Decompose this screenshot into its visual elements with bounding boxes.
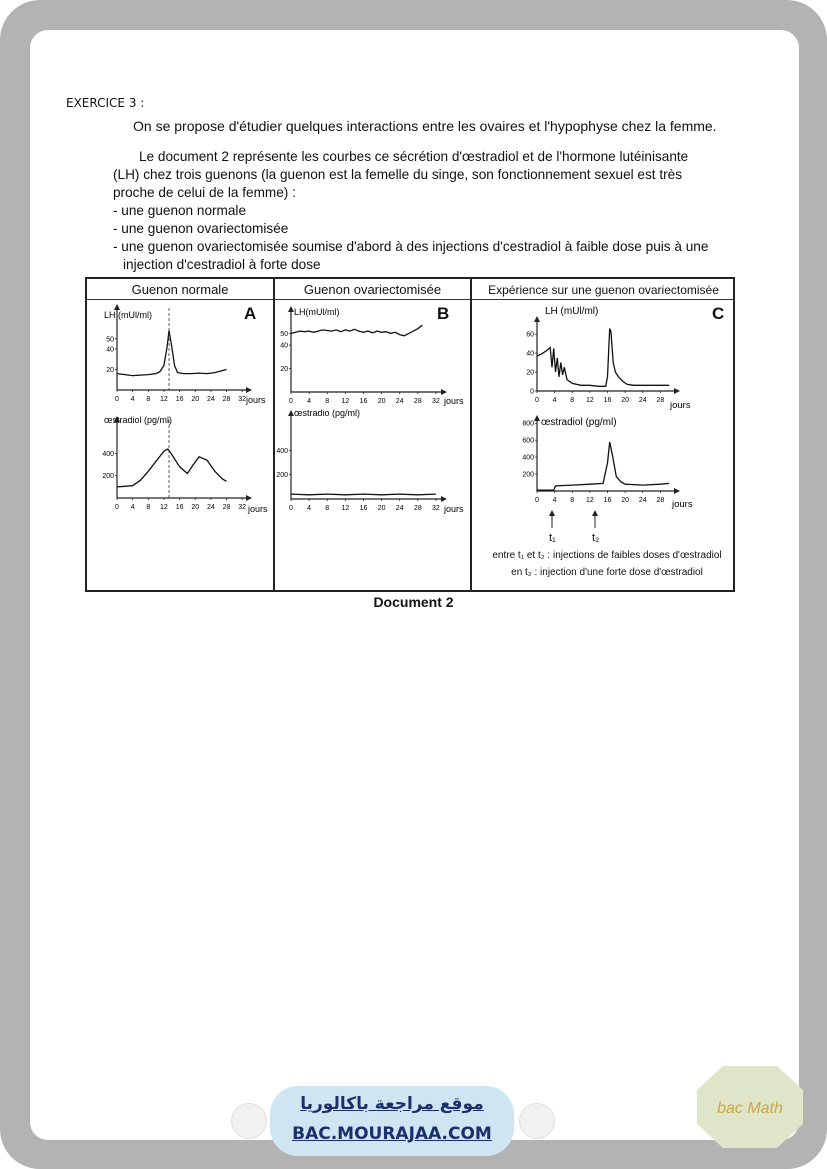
chart-c-oe-x-tick-label: 4 bbox=[552, 497, 557, 504]
bullet-item: - une guenon normale bbox=[113, 203, 247, 218]
footer-site-url[interactable]: BAC.MOURAJAA.COM bbox=[292, 1124, 492, 1144]
chart-a-lh-xunit: jours bbox=[246, 395, 266, 405]
chart-b-oe-x-tick-label: 16 bbox=[359, 505, 368, 512]
chart-b-oe-x-tick-label: 32 bbox=[432, 505, 440, 512]
chart-c-oe-x-tick-label: 8 bbox=[570, 497, 575, 504]
chart-b-lh-xunit: jours bbox=[444, 396, 464, 406]
chart-b-oe-x-arrowhead bbox=[441, 496, 447, 502]
note-line-2: en t₂ : injection d'une forte dose d'œstradiol bbox=[511, 567, 703, 578]
chart-a-oe-x-tick-label: 24 bbox=[206, 504, 215, 511]
chart-c-oe-series-line bbox=[537, 442, 669, 490]
chart-b-oe-x-tick-label: 4 bbox=[307, 505, 312, 512]
chart-c-oe-y-arrowhead bbox=[534, 415, 540, 421]
chart-a-lh-y-tick-label: 40 bbox=[106, 346, 114, 354]
note-line-1: entre t₁ et t₂ : injections de faibles doses d'œstradiol bbox=[492, 550, 722, 561]
chart-c-lh-x-arrowhead bbox=[674, 388, 680, 394]
chart-c-lh-y-tick-label: 40 bbox=[526, 350, 534, 358]
chart-a-lh-x-tick-label: 12 bbox=[160, 396, 168, 403]
paragraph-line: Le document 2 représente les courbes ce sécrétion d'œstradiol et de l'hormone lutéinisante bbox=[139, 149, 689, 164]
chart-a-oe-x-tick-label: 12 bbox=[160, 504, 168, 511]
chart-c-lh-x-tick-label: 28 bbox=[656, 397, 665, 404]
chart-c-lh-x-tick-label: 16 bbox=[603, 397, 612, 404]
chart-a-oe-ylabel: œstradiol (pg/ml) bbox=[104, 415, 173, 425]
chart-b-oe-x-tick-label: 12 bbox=[341, 505, 350, 512]
chart-a-lh-x-tick-label: 16 bbox=[175, 396, 184, 403]
chart-b-lh-ylabel: LH(mUl/ml) bbox=[294, 307, 340, 317]
chart-b-lh-y-tick-label: 40 bbox=[280, 342, 288, 350]
chart-c-oe-x-tick-label: 0 bbox=[535, 497, 539, 504]
chart-b-lh bbox=[280, 304, 450, 405]
chart-a-oe-x-tick-label: 8 bbox=[146, 504, 151, 511]
chart-b-lh-x-tick-label: 4 bbox=[307, 398, 312, 405]
chart-a-oe-x-tick-label: 0 bbox=[115, 504, 119, 511]
chart-b-lh-x-tick-label: 12 bbox=[341, 398, 350, 405]
chart-a-lh-x-tick-label: 24 bbox=[206, 396, 215, 403]
paragraph-line: (LH) chez trois guenons (la guenon est la femelle du singe, son fonctionnement sexuel est très bbox=[113, 167, 682, 182]
chart-a-oe bbox=[102, 416, 252, 511]
bullet-item: injection d'cestradiol à forte dose bbox=[123, 257, 321, 272]
chart-c-lh-y-tick-label: 60 bbox=[526, 331, 534, 339]
t1-label: t₁ bbox=[549, 532, 556, 544]
chart-c-oe-x-tick-label: 20 bbox=[621, 497, 630, 504]
chart-a-lh-x-tick-label: 28 bbox=[222, 396, 231, 403]
chart-b-oe-x-tick-label: 0 bbox=[289, 505, 293, 512]
chart-a-oe-x-tick-label: 20 bbox=[191, 504, 200, 511]
chart-c-oe-y-tick-label: 800 bbox=[522, 420, 534, 428]
left-logo-icon bbox=[231, 1103, 267, 1139]
chart-c-oe-xunit: jours bbox=[672, 499, 693, 510]
chart-c-oe-x-tick-label: 12 bbox=[585, 497, 594, 504]
chart-b-oe-x-tick-label: 8 bbox=[325, 505, 330, 512]
chart-a-lh-y-tick-label: 20 bbox=[106, 367, 114, 374]
chart-c-lh-x-tick-label: 20 bbox=[621, 397, 630, 404]
chart-b-oe-series-line bbox=[291, 494, 436, 495]
chart-c-oe-y-tick-label: 200 bbox=[522, 471, 534, 479]
t2-label: t₂ bbox=[592, 532, 600, 544]
panel-a-letter: A bbox=[244, 304, 257, 323]
t2-arrowhead bbox=[592, 510, 598, 516]
chart-b-oe-x-tick-label: 28 bbox=[413, 505, 422, 512]
chart-b-oe-y-tick-label: 400 bbox=[276, 447, 288, 455]
chart-c-lh-x-tick-label: 8 bbox=[570, 397, 575, 404]
panel-c-title: Expérience sur une guenon ovariectomisée bbox=[488, 283, 719, 297]
chart-c-oe-y-tick-label: 600 bbox=[522, 437, 534, 445]
chart-c-lh-ylabel: LH (mUl/ml) bbox=[545, 306, 599, 317]
chart-a-lh-series-line bbox=[117, 331, 227, 376]
chart-a-lh-x-tick-label: 0 bbox=[115, 396, 119, 403]
chart-c-lh-y-arrowhead bbox=[534, 316, 540, 322]
chart-a-oe-xunit: jours bbox=[248, 504, 268, 514]
chart-c-lh-series-line bbox=[537, 329, 669, 387]
chart-a-oe-y-tick-label: 200 bbox=[102, 473, 114, 481]
chart-a-oe-series-line bbox=[117, 449, 227, 487]
panel-c-letter: C bbox=[712, 304, 725, 323]
document-caption: Document 2 bbox=[373, 594, 454, 610]
chart-a-oe-y-tick-label: 400 bbox=[102, 450, 114, 458]
badge-text: bac Math bbox=[717, 1100, 783, 1117]
chart-b-oe bbox=[276, 410, 447, 512]
chart-b-lh-x-tick-label: 32 bbox=[432, 398, 440, 405]
bullet-item: - une guenon ovariectomisée soumise d'abord à des injections d'cestradiol à faible dose puis à une bbox=[113, 239, 709, 254]
bullet-item: - une guenon ovariectomisée bbox=[113, 221, 289, 236]
chart-c-lh bbox=[526, 316, 680, 404]
chart-b-lh-x-tick-label: 28 bbox=[413, 398, 422, 405]
chart-b-lh-x-tick-label: 8 bbox=[325, 398, 330, 405]
chart-a-lh-x-arrowhead bbox=[246, 387, 252, 393]
chart-a-lh-x-tick-label: 8 bbox=[146, 396, 151, 403]
chart-c-oe-x-arrowhead bbox=[674, 488, 680, 494]
exercise-title: EXERCICE 3 : bbox=[66, 96, 145, 110]
right-logo-icon bbox=[519, 1103, 555, 1139]
chart-b-oe-x-tick-label: 20 bbox=[377, 505, 386, 512]
chart-b-lh-series-line bbox=[291, 325, 422, 336]
chart-a-lh-y-tick-label: 50 bbox=[106, 336, 114, 344]
chart-a-oe-x-arrowhead bbox=[246, 495, 252, 501]
chart-b-lh-x-tick-label: 16 bbox=[359, 398, 368, 405]
chart-c-oe-x-tick-label: 16 bbox=[603, 497, 612, 504]
chart-a-oe-x-tick-label: 4 bbox=[130, 504, 135, 511]
chart-c-lh-xunit: jours bbox=[670, 400, 691, 411]
chart-a-lh-x-tick-label: 32 bbox=[238, 396, 247, 403]
chart-c-oe bbox=[522, 415, 680, 504]
bac-math-badge bbox=[697, 1066, 803, 1148]
footer-site-arabic[interactable]: موقع مراجعة باكالوريا bbox=[300, 1094, 484, 1114]
chart-c-lh-x-tick-label: 24 bbox=[638, 397, 647, 404]
chart-a-lh-ylabel: LH (mUl/ml) bbox=[104, 310, 152, 320]
chart-a-oe-x-tick-label: 28 bbox=[222, 504, 231, 511]
chart-b-lh-x-tick-label: 20 bbox=[377, 398, 386, 405]
chart-a-lh-x-tick-label: 20 bbox=[191, 396, 200, 403]
chart-a-lh-x-tick-label: 4 bbox=[130, 396, 135, 403]
panel-b-letter: B bbox=[437, 304, 450, 323]
chart-b-lh-x-tick-label: 24 bbox=[395, 398, 404, 405]
chart-b-lh-y-tick-label: 20 bbox=[280, 366, 288, 374]
chart-c-lh-x-tick-label: 12 bbox=[585, 397, 594, 404]
chart-c-lh-x-tick-label: 0 bbox=[535, 397, 539, 404]
chart-b-lh-y-tick-label: 50 bbox=[280, 330, 288, 338]
panel-b-title: Guenon ovariectomisée bbox=[303, 282, 442, 297]
chart-b-oe-xunit: jours bbox=[444, 504, 464, 514]
t1-arrowhead bbox=[549, 510, 555, 516]
chart-c-lh-x-tick-label: 4 bbox=[552, 397, 557, 404]
chart-a-oe-x-tick-label: 32 bbox=[238, 504, 247, 511]
chart-c-lh-y-tick-label: 20 bbox=[526, 369, 534, 377]
chart-c-lh-y-tick-label: 0 bbox=[530, 388, 534, 396]
chart-a-oe-x-tick-label: 16 bbox=[175, 504, 184, 511]
chart-b-oe-y-tick-label: 200 bbox=[276, 472, 288, 480]
paragraph-line: proche de celui de la femme) : bbox=[113, 185, 296, 200]
t-arrows bbox=[549, 510, 598, 528]
exercise-intro: On se propose d'étudier quelques interactions entre les ovaires et l'hypophyse chez la femme. bbox=[133, 118, 717, 134]
chart-b-oe-ylabel: œstradio (pg/ml) bbox=[294, 408, 361, 418]
chart-b-oe-x-tick-label: 24 bbox=[395, 505, 404, 512]
chart-b-lh-x-arrowhead bbox=[441, 389, 447, 395]
chart-b-lh-x-tick-label: 0 bbox=[289, 398, 293, 405]
chart-c-oe-y-tick-label: 400 bbox=[522, 454, 534, 462]
panel-a-title: Guenon normale bbox=[131, 282, 229, 297]
chart-c-oe-x-tick-label: 24 bbox=[638, 497, 647, 504]
chart-c-oe-x-tick-label: 28 bbox=[656, 497, 665, 504]
chart-c-oe-ylabel: œstradiol (pg/ml) bbox=[541, 417, 617, 428]
